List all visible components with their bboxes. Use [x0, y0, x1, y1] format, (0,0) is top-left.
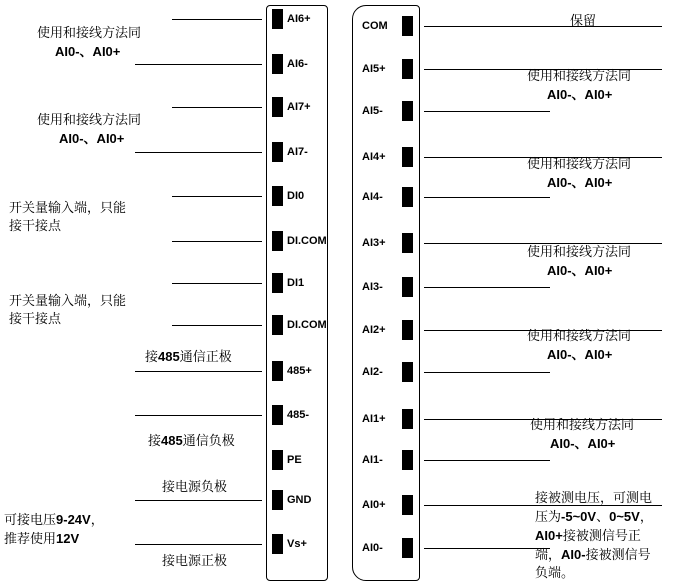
right-pin-5 — [402, 233, 413, 253]
right-pin-2 — [402, 101, 413, 121]
right-lead-line-10 — [424, 460, 550, 461]
left-pin-2 — [272, 97, 283, 117]
left-lead-line-12 — [135, 544, 262, 545]
right-pin-8 — [402, 362, 413, 382]
right-lead-line-9 — [424, 419, 662, 420]
left-lead-line-2 — [172, 107, 262, 108]
right-pin-label-11: AI0+ — [362, 499, 386, 511]
left-pin-0 — [272, 9, 283, 29]
note-ai7: 使用和接线方法同 AI0-、AI0+ — [37, 113, 142, 146]
left-lead-line-4 — [172, 196, 262, 197]
right-pin-label-9: AI1+ — [362, 413, 386, 425]
note-ai2: 使用和接线方法同 AI0-、AI0+ — [527, 329, 632, 362]
left-lead-line-1 — [135, 64, 262, 65]
left-lead-line-3 — [135, 152, 262, 153]
note-ai4: 使用和接线方法同 AI0-、AI0+ — [527, 157, 632, 190]
left-pin-6 — [272, 273, 283, 293]
right-lead-line-11 — [424, 505, 662, 506]
note-com: 保留 — [570, 14, 597, 29]
right-pin-0 — [402, 16, 413, 36]
right-pin-9 — [402, 409, 413, 429]
left-pin-label-9: 485- — [287, 409, 310, 421]
right-pin-label-12: AI0- — [362, 542, 383, 554]
right-pin-7 — [402, 320, 413, 340]
left-pin-1 — [272, 54, 283, 74]
right-lead-line-2 — [424, 111, 550, 112]
note-di1: 开关量输入端，只能 接干接点 — [9, 294, 127, 327]
right-lead-line-7 — [424, 330, 662, 331]
left-pin-label-12: Vs+ — [287, 538, 307, 550]
note-485-neg: 接485通信负极 — [148, 433, 235, 449]
left-pin-12 — [272, 534, 283, 554]
left-pin-7 — [272, 315, 283, 335]
left-pin-8 — [272, 361, 283, 381]
left-pin-label-1: AI6- — [287, 58, 308, 70]
right-lead-line-5 — [424, 243, 662, 244]
left-lead-line-8 — [135, 371, 262, 372]
note-supply: 可接电压9-24V， 推荐使用12V — [4, 512, 104, 547]
left-pin-label-7: DI.COM — [287, 319, 327, 331]
right-pin-label-10: AI1- — [362, 454, 383, 466]
left-pin-label-3: AI7- — [287, 146, 308, 158]
left-pin-label-10: PE — [287, 454, 302, 466]
left-pin-label-11: GND — [287, 494, 312, 506]
left-pin-5 — [272, 231, 283, 251]
right-lead-line-6 — [424, 287, 550, 288]
note-485-pos: 接485通信正极 — [145, 349, 232, 365]
right-lead-line-8 — [424, 372, 550, 373]
right-pin-4 — [402, 187, 413, 207]
left-pin-9 — [272, 405, 283, 425]
note-ai3: 使用和接线方法同 AI0-、AI0+ — [527, 245, 632, 278]
note-ai1: 使用和接线方法同 AI0-、AI0+ — [530, 418, 635, 451]
right-pin-label-3: AI4+ — [362, 151, 386, 163]
right-pin-label-2: AI5- — [362, 105, 383, 117]
note-gnd: 接电源负极 — [162, 480, 228, 495]
right-pin-label-7: AI2+ — [362, 324, 386, 336]
right-lead-line-3 — [424, 157, 662, 158]
left-lead-line-6 — [172, 283, 262, 284]
right-lead-line-1 — [424, 69, 662, 70]
right-pin-label-5: AI3+ — [362, 237, 386, 249]
right-pin-1 — [402, 59, 413, 79]
note-ai0: 接被测电压，可测电 压为-5~0V、0~5V， AI0+接被测信号正 端，AI0-接被测信号 负端。 — [535, 491, 653, 581]
left-pin-label-0: AI6+ — [287, 13, 311, 25]
left-pin-label-8: 485+ — [287, 365, 312, 377]
right-pin-label-8: AI2- — [362, 366, 383, 378]
note-ai6: 使用和接线方法同 AI0-、AI0+ — [37, 26, 142, 59]
right-pin-3 — [402, 147, 413, 167]
right-pin-label-1: AI5+ — [362, 63, 386, 75]
right-pin-label-0: COM — [362, 20, 388, 32]
left-lead-line-11 — [135, 500, 262, 501]
left-pin-10 — [272, 450, 283, 470]
note-di0: 开关量输入端，只能 接干接点 — [9, 201, 127, 234]
left-pin-4 — [272, 186, 283, 206]
left-pin-label-2: AI7+ — [287, 101, 311, 113]
right-lead-line-0 — [424, 26, 662, 27]
left-pin-label-5: DI.COM — [287, 235, 327, 247]
left-pin-label-6: DI1 — [287, 277, 305, 289]
note-ai5: 使用和接线方法同 AI0-、AI0+ — [527, 69, 632, 102]
left-pin-11 — [272, 490, 283, 510]
right-pin-label-6: AI3- — [362, 281, 383, 293]
right-pin-12 — [402, 538, 413, 558]
left-pin-label-4: DI0 — [287, 190, 305, 202]
left-lead-line-0 — [172, 19, 262, 20]
note-vs: 接电源正极 — [162, 554, 228, 569]
left-pin-3 — [272, 142, 283, 162]
right-pin-6 — [402, 277, 413, 297]
right-pin-11 — [402, 495, 413, 515]
right-lead-line-4 — [424, 197, 550, 198]
left-lead-line-5 — [172, 241, 262, 242]
right-pin-10 — [402, 450, 413, 470]
left-lead-line-7 — [172, 325, 262, 326]
left-lead-line-9 — [135, 415, 262, 416]
right-pin-label-4: AI4- — [362, 191, 383, 203]
right-lead-line-12 — [424, 548, 550, 549]
